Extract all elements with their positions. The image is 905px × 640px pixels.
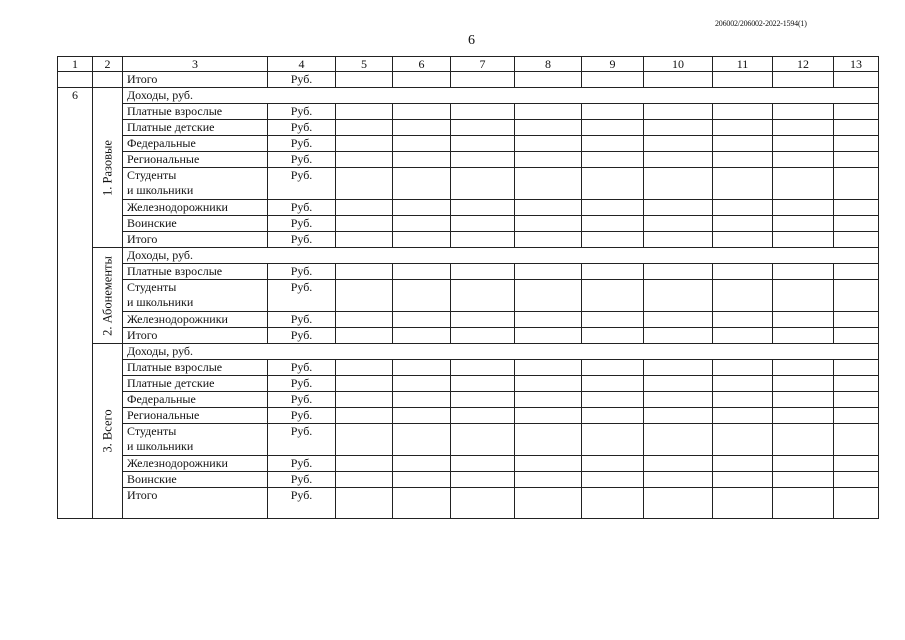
value-cell: [713, 456, 773, 472]
value-cell: [336, 360, 393, 376]
value-cell: [336, 152, 393, 168]
value-cell: [515, 328, 582, 344]
value-cell: [451, 408, 515, 424]
row-unit: Руб.: [268, 408, 336, 424]
value-cell: [515, 136, 582, 152]
group-title: 2. Абонементы: [100, 255, 114, 336]
value-cell: [713, 152, 773, 168]
table-row: [58, 232, 879, 248]
value-cell: [393, 72, 451, 88]
table-row: [58, 280, 879, 312]
value-cell: [773, 328, 834, 344]
value-cell: [393, 216, 451, 232]
row-label: Платные взрослые: [123, 360, 268, 376]
column-number: 6: [393, 57, 451, 72]
value-cell: [451, 424, 515, 456]
value-cell: [713, 376, 773, 392]
value-cell: [713, 408, 773, 424]
value-cell: [451, 376, 515, 392]
table-row: [58, 72, 879, 88]
value-cell: [834, 104, 879, 120]
row-unit: Руб.: [268, 312, 336, 328]
value-cell: [515, 104, 582, 120]
value-cell: [713, 264, 773, 280]
row-label: Студенты и школьники: [123, 280, 268, 312]
row-unit: Руб.: [268, 488, 336, 519]
value-cell: [582, 264, 644, 280]
row-label: Воинские: [123, 216, 268, 232]
value-cell: [773, 408, 834, 424]
value-cell: [644, 216, 713, 232]
value-cell: [336, 424, 393, 456]
table-row: [58, 200, 879, 216]
value-cell: [515, 200, 582, 216]
value-cell: [336, 136, 393, 152]
value-cell: [393, 392, 451, 408]
value-cell: [713, 168, 773, 200]
value-cell: [582, 376, 644, 392]
row-unit: Руб.: [268, 136, 336, 152]
row-label: Итого: [123, 328, 268, 344]
value-cell: [515, 376, 582, 392]
value-cell: [582, 168, 644, 200]
row-unit: Руб.: [268, 120, 336, 136]
value-cell: [336, 408, 393, 424]
value-cell: [773, 392, 834, 408]
value-cell: [451, 392, 515, 408]
row-unit: Руб.: [268, 456, 336, 472]
value-cell: [393, 136, 451, 152]
value-cell: [451, 488, 515, 519]
value-cell: [515, 472, 582, 488]
value-cell: [773, 216, 834, 232]
value-cell: [451, 152, 515, 168]
value-cell: [582, 408, 644, 424]
value-cell: [644, 264, 713, 280]
value-cell: [834, 280, 879, 312]
value-cell: [713, 312, 773, 328]
value-cell: [515, 120, 582, 136]
value-cell: [834, 216, 879, 232]
column-number: 4: [268, 57, 336, 72]
value-cell: [713, 392, 773, 408]
value-cell: [336, 312, 393, 328]
column-number: 9: [582, 57, 644, 72]
value-cell: [515, 424, 582, 456]
value-cell: [834, 152, 879, 168]
value-cell: [393, 408, 451, 424]
value-cell: [451, 280, 515, 312]
value-cell: [713, 104, 773, 120]
value-cell: [713, 200, 773, 216]
value-cell: [644, 200, 713, 216]
group-title-cell: [93, 248, 123, 344]
value-cell: [393, 312, 451, 328]
value-cell: [393, 200, 451, 216]
column-number: 5: [336, 57, 393, 72]
value-cell: [834, 408, 879, 424]
column-number: 12: [773, 57, 834, 72]
row-label: Региональные: [123, 408, 268, 424]
table-row: [58, 488, 879, 519]
value-cell: [644, 280, 713, 312]
value-cell: [773, 360, 834, 376]
row-label: Федеральные: [123, 136, 268, 152]
row-unit: Руб.: [268, 216, 336, 232]
value-cell: [644, 152, 713, 168]
value-cell: [451, 312, 515, 328]
table-row: [58, 312, 879, 328]
value-cell: [336, 488, 393, 519]
value-cell: [834, 328, 879, 344]
value-cell: [644, 472, 713, 488]
value-cell: [644, 456, 713, 472]
row-unit: Руб.: [268, 392, 336, 408]
row-unit: Руб.: [268, 280, 336, 312]
group-header-row: [58, 344, 879, 360]
row-unit: Руб.: [268, 424, 336, 456]
value-cell: [773, 456, 834, 472]
value-cell: [515, 392, 582, 408]
value-cell: [393, 168, 451, 200]
value-cell: [713, 120, 773, 136]
value-cell: [515, 264, 582, 280]
value-cell: [834, 232, 879, 248]
value-cell: [644, 72, 713, 88]
table-row: [58, 136, 879, 152]
value-cell: [451, 136, 515, 152]
value-cell: [336, 200, 393, 216]
value-cell: [582, 456, 644, 472]
value-cell: [393, 488, 451, 519]
row-unit: Руб.: [268, 328, 336, 344]
row-label: Студенты и школьники: [123, 168, 268, 200]
row-label: Платные детские: [123, 376, 268, 392]
value-cell: [451, 472, 515, 488]
row-unit: Руб.: [268, 376, 336, 392]
row-unit: Руб.: [268, 72, 336, 88]
value-cell: [582, 72, 644, 88]
value-cell: [393, 360, 451, 376]
value-cell: [515, 408, 582, 424]
value-cell: [336, 216, 393, 232]
value-cell: [451, 232, 515, 248]
value-cell: [834, 456, 879, 472]
table-row: [58, 152, 879, 168]
value-cell: [515, 168, 582, 200]
value-cell: [336, 72, 393, 88]
table-row: [58, 376, 879, 392]
value-cell: [834, 312, 879, 328]
value-cell: [644, 120, 713, 136]
value-cell: [451, 168, 515, 200]
value-cell: [713, 472, 773, 488]
column-number: 2: [93, 57, 123, 72]
group-title: 1. Разовые: [100, 139, 114, 196]
value-cell: [644, 424, 713, 456]
value-cell: [644, 408, 713, 424]
group-header-label: Доходы, руб.: [123, 344, 879, 360]
value-cell: [713, 488, 773, 519]
row-unit: Руб.: [268, 200, 336, 216]
value-cell: [582, 120, 644, 136]
value-cell: [773, 376, 834, 392]
value-cell: [451, 328, 515, 344]
value-cell: [451, 200, 515, 216]
value-cell: [393, 152, 451, 168]
row-label: Платные взрослые: [123, 104, 268, 120]
value-cell: [451, 72, 515, 88]
value-cell: [644, 168, 713, 200]
value-cell: [773, 152, 834, 168]
value-cell: [336, 392, 393, 408]
value-cell: [451, 264, 515, 280]
value-cell: [336, 376, 393, 392]
value-cell: [451, 456, 515, 472]
table-row: [58, 360, 879, 376]
value-cell: [451, 120, 515, 136]
value-cell: [393, 472, 451, 488]
value-cell: [713, 232, 773, 248]
value-cell: [515, 280, 582, 312]
value-cell: [515, 360, 582, 376]
row-label: Итого: [123, 488, 268, 519]
group-header-label: Доходы, руб.: [123, 248, 879, 264]
value-cell: [582, 136, 644, 152]
value-cell: [393, 424, 451, 456]
table-row: [58, 104, 879, 120]
value-cell: [773, 120, 834, 136]
value-cell: [451, 360, 515, 376]
value-cell: [713, 360, 773, 376]
value-cell: [393, 376, 451, 392]
value-cell: [644, 488, 713, 519]
value-cell: [393, 456, 451, 472]
column-number: 1: [58, 57, 93, 72]
column-number: 13: [834, 57, 879, 72]
value-cell: [713, 328, 773, 344]
column-number: 10: [644, 57, 713, 72]
value-cell: [773, 200, 834, 216]
group-header-row: [58, 88, 879, 104]
value-cell: [582, 104, 644, 120]
row-unit: Руб.: [268, 168, 336, 200]
row-label: Платные взрослые: [123, 264, 268, 280]
document-id: 206002/206002-2022-1594(1): [715, 19, 807, 28]
value-cell: [515, 456, 582, 472]
value-cell: [393, 232, 451, 248]
page-number: 6: [468, 33, 475, 48]
row-unit: Руб.: [268, 104, 336, 120]
value-cell: [515, 216, 582, 232]
table-row: [58, 328, 879, 344]
value-cell: [773, 312, 834, 328]
value-cell: [515, 152, 582, 168]
value-cell: [644, 232, 713, 248]
value-cell: [336, 280, 393, 312]
value-cell: [773, 488, 834, 519]
value-cell: [393, 280, 451, 312]
value-cell: [515, 312, 582, 328]
value-cell: [393, 328, 451, 344]
value-cell: [582, 392, 644, 408]
group-header-label: Доходы, руб.: [123, 88, 879, 104]
value-cell: [713, 216, 773, 232]
group-title-cell: [93, 88, 123, 248]
table-row: [58, 472, 879, 488]
group-cell: [93, 72, 123, 88]
value-cell: [834, 472, 879, 488]
value-cell: [582, 232, 644, 248]
row-label: Воинские: [123, 472, 268, 488]
value-cell: [834, 168, 879, 200]
row-unit: Руб.: [268, 472, 336, 488]
row-label: Платные детские: [123, 120, 268, 136]
value-cell: [773, 232, 834, 248]
value-cell: [582, 216, 644, 232]
row-unit: Руб.: [268, 232, 336, 248]
table-row: [58, 264, 879, 280]
value-cell: [393, 104, 451, 120]
value-cell: [773, 264, 834, 280]
value-cell: [773, 472, 834, 488]
row-label: Региональные: [123, 152, 268, 168]
value-cell: [644, 312, 713, 328]
value-cell: [336, 168, 393, 200]
value-cell: [582, 280, 644, 312]
table-row: [58, 216, 879, 232]
value-cell: [644, 328, 713, 344]
value-cell: [713, 424, 773, 456]
value-cell: [582, 488, 644, 519]
value-cell: [336, 104, 393, 120]
value-cell: [515, 232, 582, 248]
table-row: [58, 456, 879, 472]
form-table: [57, 56, 879, 519]
row-label: Железнодорожники: [123, 312, 268, 328]
value-cell: [582, 360, 644, 376]
value-cell: [393, 120, 451, 136]
row-label: Железнодорожники: [123, 456, 268, 472]
value-cell: [336, 120, 393, 136]
row-label: Железнодорожники: [123, 200, 268, 216]
value-cell: [834, 392, 879, 408]
value-cell: [834, 72, 879, 88]
table-row: [58, 120, 879, 136]
row-label: Итого: [123, 232, 268, 248]
row-label: Федеральные: [123, 392, 268, 408]
row-number-cell: [58, 72, 93, 88]
value-cell: [834, 120, 879, 136]
value-cell: [582, 200, 644, 216]
column-number: 8: [515, 57, 582, 72]
value-cell: [644, 360, 713, 376]
value-cell: [834, 376, 879, 392]
row-label: Студенты и школьники: [123, 424, 268, 456]
value-cell: [582, 472, 644, 488]
value-cell: [834, 136, 879, 152]
value-cell: [336, 264, 393, 280]
value-cell: [713, 136, 773, 152]
value-cell: [834, 264, 879, 280]
value-cell: [834, 488, 879, 519]
column-number-row: [58, 57, 879, 72]
value-cell: [336, 232, 393, 248]
value-cell: [451, 104, 515, 120]
value-cell: [515, 488, 582, 519]
value-cell: [644, 104, 713, 120]
value-cell: [582, 424, 644, 456]
value-cell: [515, 72, 582, 88]
row-unit: Руб.: [268, 264, 336, 280]
group-header-row: [58, 248, 879, 264]
value-cell: [834, 424, 879, 456]
value-cell: [644, 376, 713, 392]
column-number: 3: [123, 57, 268, 72]
value-cell: [393, 264, 451, 280]
value-cell: [773, 168, 834, 200]
value-cell: [644, 136, 713, 152]
table-row: [58, 168, 879, 200]
value-cell: [451, 216, 515, 232]
table-row: [58, 408, 879, 424]
row-unit: Руб.: [268, 360, 336, 376]
table-row: [58, 424, 879, 456]
value-cell: [582, 328, 644, 344]
value-cell: [336, 456, 393, 472]
group-title-cell: [93, 344, 123, 519]
row-label: Итого: [123, 72, 268, 88]
value-cell: [834, 200, 879, 216]
value-cell: [713, 280, 773, 312]
row-unit: Руб.: [268, 152, 336, 168]
column-number: 7: [451, 57, 515, 72]
value-cell: [336, 472, 393, 488]
row-number-cell: 6: [58, 88, 93, 519]
table-row: [58, 392, 879, 408]
value-cell: [582, 152, 644, 168]
value-cell: [713, 72, 773, 88]
value-cell: [773, 104, 834, 120]
group-title: 3. Всего: [100, 409, 114, 453]
value-cell: [773, 280, 834, 312]
value-cell: [336, 328, 393, 344]
column-number: 11: [713, 57, 773, 72]
value-cell: [773, 136, 834, 152]
value-cell: [773, 72, 834, 88]
value-cell: [644, 392, 713, 408]
value-cell: [582, 312, 644, 328]
value-cell: [773, 424, 834, 456]
value-cell: [834, 360, 879, 376]
